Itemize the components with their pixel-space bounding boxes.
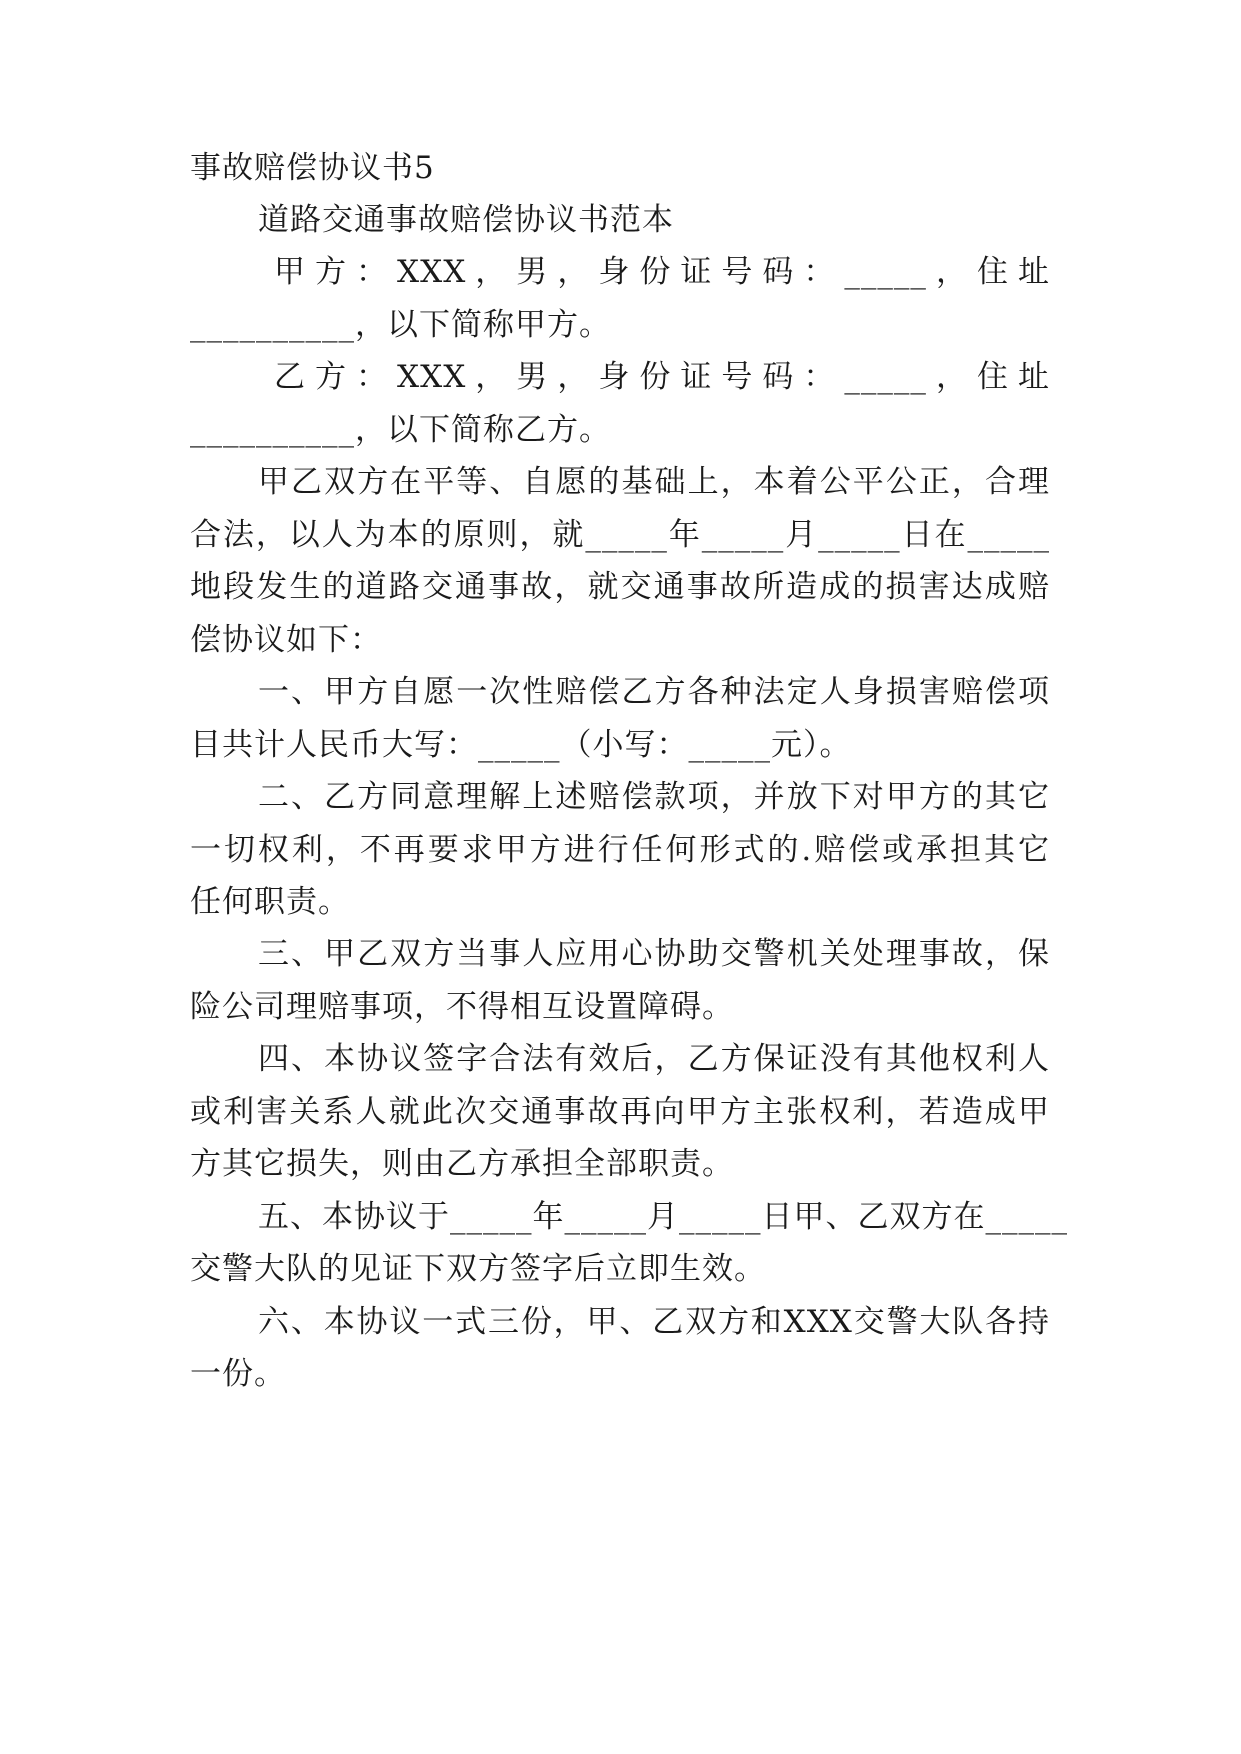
clause-2-line-3: 任何职责。 (190, 884, 350, 920)
preamble-line-1: 甲乙双方在平等、自愿的基础上，本着公平公正，合理 (258, 464, 1050, 500)
document-subtitle: 道路交通事故赔偿协议书范本 (258, 202, 674, 238)
clause-6-line-1: 六、本协议一式三份，甲、乙双方和XXX交警大队各持 (258, 1304, 1050, 1340)
clause-4-line-1: 四、本协议签字合法有效后，乙方保证没有其他权利人 (258, 1041, 1050, 1077)
party-b-line-2: __________，以下简称乙方。 (190, 412, 611, 448)
party-a-line-1: 甲方：XXX，男，身份证号码：_____，住址 (274, 254, 1050, 290)
clause-3-line-1: 三、甲乙双方当事人应用心协助交警机关处理事故，保 (258, 936, 1050, 972)
party-b-line-1: 乙方：XXX，男，身份证号码：_____，住址 (274, 359, 1050, 395)
clause-5-line-2: 交警大队的见证下双方签字后立即生效。 (190, 1251, 766, 1287)
clause-1-line-1: 一、甲方自愿一次性赔偿乙方各种法定人身损害赔偿项 (258, 674, 1050, 710)
party-a-line-2: __________，以下简称甲方。 (190, 307, 611, 343)
clause-4-line-3: 方其它损失，则由乙方承担全部职责。 (190, 1146, 734, 1182)
clause-6-line-2: 一份。 (190, 1356, 286, 1392)
clause-2-line-1: 二、乙方同意理解上述赔偿款项，并放下对甲方的其它 (258, 779, 1050, 815)
document-heading: 事故赔偿协议书5 (190, 150, 435, 186)
preamble-line-2: 合法，以人为本的原则，就_____年_____月_____日在_____ (190, 517, 1050, 553)
clause-2-line-2: 一切权利，不再要求甲方进行任何形式的.赔偿或承担其它 (190, 832, 1050, 868)
clause-1-line-2: 目共计人民币大写：_____（小写：_____元）。 (190, 727, 852, 763)
preamble-line-3: 地段发生的道路交通事故，就交通事故所造成的损害达成赔 (190, 569, 1050, 605)
preamble-line-4: 偿协议如下： (190, 622, 382, 658)
clause-4-line-2: 或利害关系人就此次交通事故再向甲方主张权利，若造成甲 (190, 1094, 1050, 1130)
clause-5-line-1: 五、本协议于_____年_____月_____日甲、乙双方在_____ (258, 1199, 1068, 1235)
clause-3-line-2: 险公司理赔事项，不得相互设置障碍。 (190, 989, 734, 1025)
